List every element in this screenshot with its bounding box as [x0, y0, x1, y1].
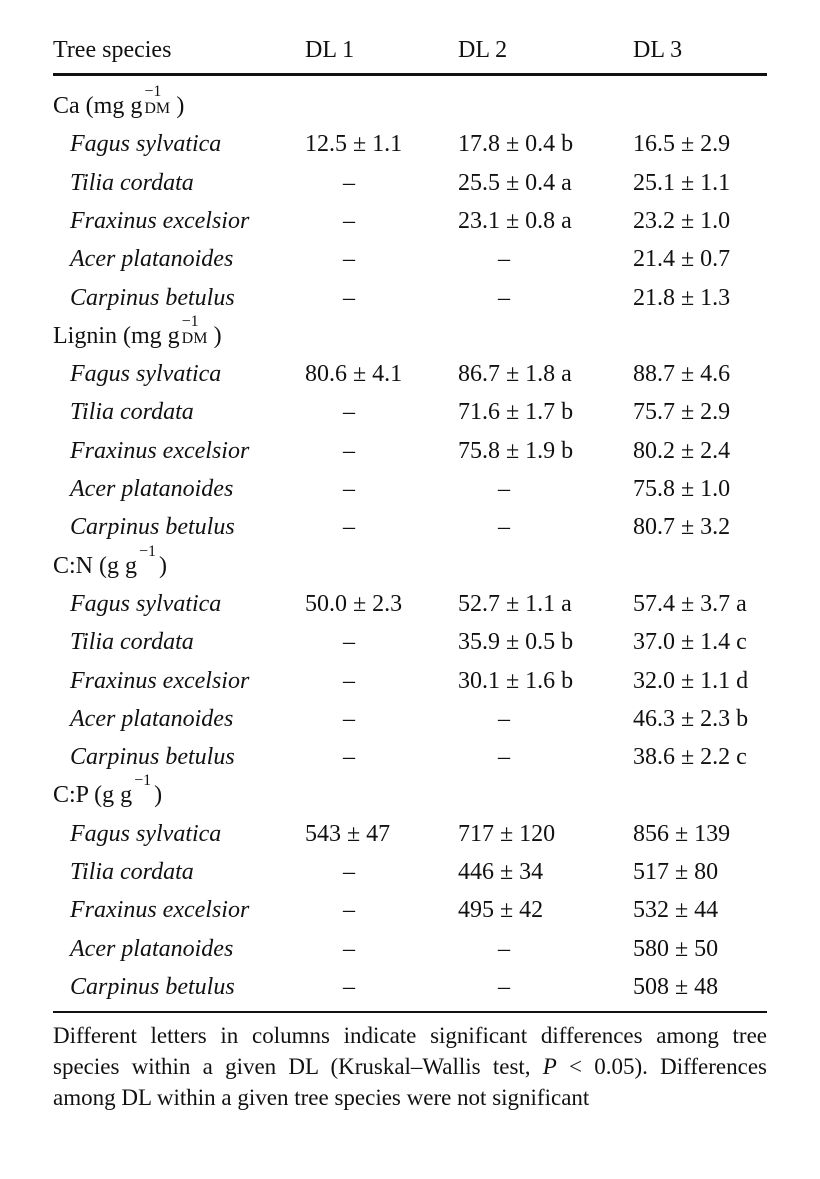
table-row — [0, 585, 820, 623]
dl2-cell: 25.5 ± 0.4 a — [458, 169, 572, 196]
unit-exponent — [142, 83, 176, 125]
footnote-p-symbol: P — [542, 1054, 557, 1079]
group-label-text: Ca (mg g — [53, 93, 143, 119]
dl2-cell: 717 ± 120 — [458, 820, 556, 847]
group-heading-row — [0, 772, 820, 814]
species-cell: Carpinus betulus — [70, 514, 235, 541]
footnote-text-1: Different letters in columns indicate significant differences among tree species within a given DL (Kruskal–Wallis test, — [53, 1023, 767, 1079]
dl1-cell: – — [343, 284, 355, 311]
species-cell: Fraxinus excelsior — [70, 667, 250, 694]
unit-subscript: DM — [181, 329, 208, 347]
dl1-cell: – — [343, 437, 355, 464]
table-row — [0, 508, 820, 546]
dl3-cell: 16.5 ± 2.9 — [633, 131, 731, 158]
species-cell: Tilia cordata — [70, 169, 194, 196]
table-row — [0, 432, 820, 470]
dl2-cell: 495 ± 42 — [458, 897, 544, 924]
species-cell: Fagus sylvatica — [70, 361, 222, 388]
species-cell: Acer platanoides — [70, 476, 234, 502]
table-row — [0, 393, 820, 431]
group-heading-row — [0, 312, 820, 355]
species-cell: Fraxinus excelsior — [70, 207, 250, 234]
unit-superscript: −1 — [139, 542, 157, 560]
dl1-cell: – — [343, 476, 355, 502]
dl1-cell: – — [343, 514, 355, 541]
group-label — [53, 312, 222, 355]
group-label-close: ) — [176, 93, 185, 119]
table-row — [0, 662, 820, 700]
dl1-cell: – — [343, 859, 355, 885]
species-cell: Carpinus betulus — [70, 744, 235, 771]
table-row — [0, 853, 820, 891]
dl2-cell: – — [498, 246, 510, 273]
group-label-text: C:P (g g — [53, 782, 133, 809]
dl2-cell: 17.8 ± 0.4 b — [458, 131, 574, 158]
dl2-cell: 86.7 ± 1.8 a — [458, 361, 572, 388]
dl3-cell: 32.0 ± 1.1 d — [633, 667, 749, 694]
dl1-cell: – — [343, 705, 355, 732]
table-row — [0, 470, 820, 508]
header-dl3: DL 3 — [633, 37, 683, 63]
table-row — [0, 355, 820, 393]
dl1-cell: – — [343, 667, 355, 694]
group-label — [53, 83, 185, 125]
dl1-cell: – — [343, 207, 355, 234]
dl2-cell: – — [498, 514, 510, 541]
dl1-cell: – — [343, 935, 355, 962]
dl1-cell: 12.5 ± 1.1 — [305, 131, 403, 158]
dl3-cell: 37.0 ± 1.4 c — [633, 629, 747, 656]
table-row — [0, 164, 820, 202]
table-row — [0, 968, 820, 1006]
table-row — [0, 279, 820, 317]
dl2-cell: – — [498, 284, 510, 311]
unit-exponent — [137, 542, 159, 585]
unit-superscript: −1 — [134, 772, 152, 790]
dl2-cell: – — [498, 744, 510, 771]
table-row — [0, 202, 820, 240]
dl3-cell: 80.2 ± 2.4 — [633, 437, 731, 464]
footnote-text-2: < 0.05). Differences among DL within a given tree species were not significant — [53, 1054, 767, 1110]
dl3-cell: 57.4 ± 3.7 a — [633, 590, 747, 617]
dl2-cell: 75.8 ± 1.9 b — [458, 437, 574, 464]
dl1-cell: 80.6 ± 4.1 — [305, 361, 403, 388]
header-tree-species: Tree species — [53, 37, 172, 63]
dl1-cell: – — [343, 169, 355, 196]
dl2-cell: 446 ± 34 — [458, 859, 544, 885]
table-row — [0, 240, 820, 278]
group-label — [53, 542, 167, 585]
unit-superscript: −1 — [144, 83, 162, 100]
table-row — [0, 891, 820, 929]
dl3-cell: 856 ± 139 — [633, 820, 731, 847]
species-cell: Fagus sylvatica — [70, 590, 222, 617]
dl2-cell: – — [498, 705, 510, 732]
dl3-cell: 517 ± 80 — [633, 859, 719, 885]
species-cell: Carpinus betulus — [70, 284, 235, 311]
dl3-cell: 75.8 ± 1.0 — [633, 476, 731, 502]
dl3-cell: 46.3 ± 2.3 b — [633, 705, 749, 732]
dl1-cell: – — [343, 973, 355, 1000]
table-row — [0, 125, 820, 163]
species-cell: Acer platanoides — [70, 705, 234, 732]
species-cell: Tilia cordata — [70, 399, 194, 426]
bottom-rule — [53, 1011, 767, 1013]
dl3-cell: 508 ± 48 — [633, 973, 719, 1000]
dl1-cell: – — [343, 399, 355, 426]
group-heading-row — [0, 83, 820, 125]
species-cell: Acer platanoides — [70, 246, 234, 273]
dl3-cell: 75.7 ± 2.9 — [633, 399, 731, 426]
unit-superscript: −1 — [181, 312, 199, 330]
dl3-cell: 21.4 ± 0.7 — [633, 246, 731, 273]
dl2-cell: 23.1 ± 0.8 a — [458, 207, 572, 234]
group-heading-row — [0, 542, 820, 585]
dl2-cell: – — [498, 476, 510, 502]
group-label-text: C:N (g g — [53, 552, 137, 579]
dl1-cell: – — [343, 629, 355, 656]
species-cell: Fagus sylvatica — [70, 820, 222, 847]
table-row — [0, 738, 820, 776]
dl1-cell: – — [343, 744, 355, 771]
table-row — [0, 930, 820, 968]
group-label-close: ) — [154, 782, 163, 809]
dl3-cell: 580 ± 50 — [633, 935, 719, 962]
dl3-cell: 532 ± 44 — [633, 897, 719, 924]
dl3-cell: 80.7 ± 3.2 — [633, 514, 731, 541]
dl1-cell: – — [343, 246, 355, 273]
species-cell: Fraxinus excelsior — [70, 897, 250, 924]
species-cell: Acer platanoides — [70, 935, 234, 962]
table-header-row — [0, 31, 820, 69]
group-label — [53, 772, 163, 814]
dl1-cell: 50.0 ± 2.3 — [305, 590, 403, 617]
table-footnote — [53, 1020, 767, 1113]
dl2-cell: 52.7 ± 1.1 a — [458, 590, 572, 617]
dl2-cell: 35.9 ± 0.5 b — [458, 629, 574, 656]
dl3-cell: 25.1 ± 1.1 — [633, 169, 731, 196]
table-row — [0, 815, 820, 853]
dl1-cell: 543 ± 47 — [305, 820, 391, 847]
species-cell: Tilia cordata — [70, 629, 194, 656]
table-row — [0, 700, 820, 738]
dl3-cell: 21.8 ± 1.3 — [633, 284, 731, 311]
unit-exponent — [132, 772, 154, 814]
header-dl2: DL 2 — [458, 37, 508, 63]
table-row — [0, 623, 820, 661]
group-label-close: ) — [213, 322, 222, 349]
unit-exponent — [180, 312, 214, 355]
dl2-cell: – — [498, 973, 510, 1000]
species-cell: Tilia cordata — [70, 859, 194, 885]
species-cell: Fraxinus excelsior — [70, 437, 250, 464]
dl2-cell: 30.1 ± 1.6 b — [458, 667, 574, 694]
species-cell: Fagus sylvatica — [70, 131, 222, 158]
header-dl1: DL 1 — [305, 37, 355, 63]
header-rule — [53, 73, 767, 76]
dl1-cell: – — [343, 897, 355, 924]
dl3-cell: 23.2 ± 1.0 — [633, 207, 731, 234]
group-label-close: ) — [159, 552, 167, 579]
unit-subscript: DM — [144, 100, 171, 117]
dl3-cell: 38.6 ± 2.2 c — [633, 744, 747, 771]
dl2-cell: – — [498, 935, 510, 962]
group-label-text: Lignin (mg g — [53, 322, 180, 349]
dl2-cell: 71.6 ± 1.7 b — [458, 399, 574, 426]
species-cell: Carpinus betulus — [70, 973, 235, 1000]
dl3-cell: 88.7 ± 4.6 — [633, 361, 731, 388]
